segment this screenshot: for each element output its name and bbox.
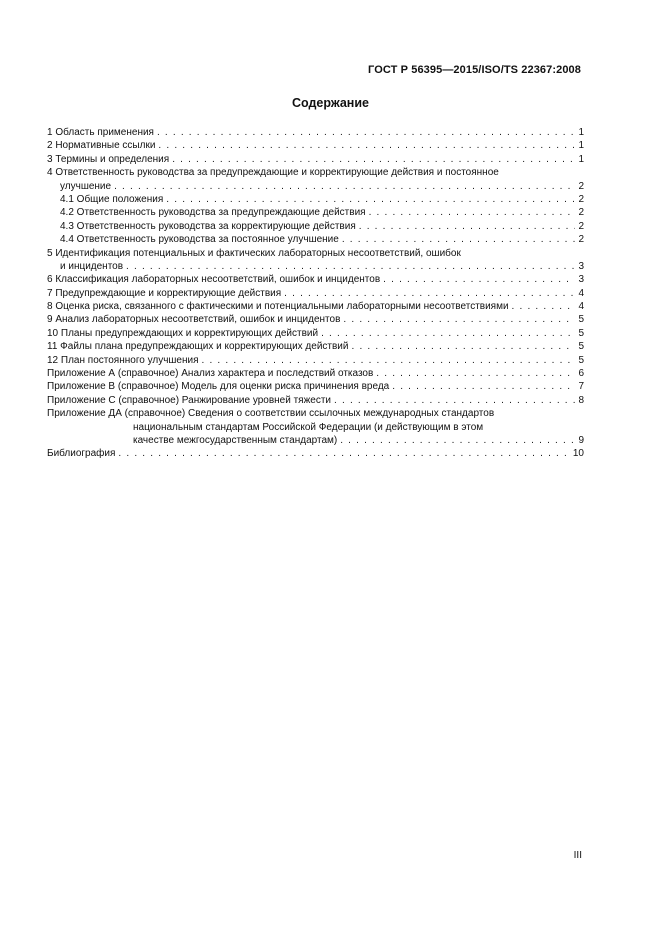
toc-entry-label: 12 План постоянного улучшения: [47, 354, 199, 366]
toc-entry-page: 1: [578, 140, 584, 152]
toc-entry-label: 3 Термины и определения: [47, 153, 170, 165]
toc-entry[interactable]: [47, 273, 584, 286]
toc-entry-continuation[interactable]: [47, 421, 584, 434]
toc-entry[interactable]: [47, 287, 584, 300]
toc-leader-dots: [202, 354, 576, 367]
toc-entry-continuation[interactable]: [47, 180, 584, 193]
toc-entry-page: 1: [578, 153, 584, 165]
toc-title: Содержание: [291, 96, 369, 110]
toc-entry-page: 2: [578, 220, 584, 232]
toc-leader-dots: [342, 233, 576, 246]
toc-entry-label: 11 Файлы плана предупреждающих и корректирующих действий: [47, 341, 349, 353]
toc-entry-page: 8: [578, 394, 584, 406]
toc-entry-page: 4: [578, 301, 584, 313]
toc-entry[interactable]: [47, 300, 584, 313]
toc-entry-label: Приложение С (справочное) Ранжирование уровней тяжести: [47, 394, 332, 406]
toc-entry-label: 2 Нормативные ссылки: [47, 140, 156, 152]
toc-entry-label: 5 Идентификация потенциальных и фактических лабораторных несоответствий, ошибок: [47, 247, 461, 259]
toc-leader-dots: [158, 139, 575, 152]
toc-entry-label: 7 Предупреждающие и корректирующие действия: [47, 287, 282, 299]
toc-leader-dots: [512, 300, 576, 313]
toc-entry-label: 4.2 Ответственность руководства за предупреждающие действия: [60, 207, 366, 219]
toc-entry-label: Приложение В (справочное) Модель для оценки риска причинения вреда: [47, 381, 390, 393]
toc-entry-label: 4.3 Ответственность руководства за корректирующие действия: [60, 220, 356, 232]
toc-entry-continuation[interactable]: [47, 260, 584, 273]
toc-appendix-entry[interactable]: [47, 407, 584, 420]
toc-entry-label: и инцидентов: [60, 260, 124, 272]
toc-leader-dots: [166, 193, 575, 206]
toc-leader-dots: [392, 380, 575, 393]
toc-subentry[interactable]: [47, 193, 584, 206]
toc-leader-dots: [334, 394, 575, 407]
toc-entry-page: 5: [578, 314, 584, 326]
toc-entry-label: 6 Классификация лабораторных несоответствий, ошибок и инцидентов: [47, 274, 381, 286]
toc-subentry[interactable]: [47, 206, 584, 219]
toc-leader-dots: [172, 153, 575, 166]
toc-entry[interactable]: [47, 166, 584, 179]
toc-leader-dots: [376, 367, 575, 380]
toc-leader-dots: [351, 340, 575, 353]
toc-subentry[interactable]: [47, 233, 584, 246]
toc-entry-page: 2: [578, 193, 584, 205]
table-of-contents: [47, 126, 584, 461]
toc-appendix-entry[interactable]: [47, 380, 584, 393]
page-number: III: [573, 850, 582, 861]
toc-entry-label: Приложение ДА (справочное) Сведения о соответствии ссылочных международных стандартов: [47, 408, 495, 420]
toc-leader-dots: [157, 126, 575, 139]
toc-entry-label: 9 Анализ лабораторных несоответствий, ошибок и инцидентов: [47, 314, 341, 326]
toc-entry-page: 1: [578, 127, 584, 138]
toc-leader-dots: [340, 434, 575, 447]
toc-entry-label: 4 Ответственность руководства за предупреждающие и корректирующие действия и постоянное: [47, 167, 499, 179]
toc-leader-dots: [284, 287, 575, 300]
toc-entry[interactable]: [47, 354, 584, 367]
toc-entry-label: 1 Область применения: [47, 127, 154, 138]
toc-entry-page: 2: [578, 180, 584, 192]
toc-entry-page: 4: [578, 287, 584, 299]
toc-leader-dots: [118, 447, 569, 460]
toc-entry-page: 10: [572, 448, 584, 460]
toc-entry-page: 2: [578, 207, 584, 219]
toc-entry[interactable]: [47, 126, 584, 139]
toc-entry-page: 2: [578, 234, 584, 246]
toc-entry-label: Приложение А (справочное) Анализ характера и последствий отказов: [47, 368, 374, 380]
toc-entry-label: 8 Оценка риска, связанного с фактическими и потенциальными лабораторными несоответствиями: [47, 301, 509, 313]
toc-entry-page: 3: [578, 260, 584, 272]
toc-entry[interactable]: [47, 153, 584, 166]
toc-leader-dots: [321, 327, 575, 340]
toc-entry-page: 5: [578, 327, 584, 339]
toc-entry-label: 4.1 Общие положения: [60, 193, 164, 205]
toc-entry-label: национальным стандартам Российской Федерации (и действующим в этом: [133, 421, 484, 433]
toc-entry-label: качестве межгосударственным стандартам): [133, 434, 338, 446]
toc-entry-page: 5: [578, 354, 584, 366]
toc-entry-page: 6: [578, 368, 584, 380]
toc-entry-page: 7: [578, 381, 584, 393]
toc-entry[interactable]: [47, 327, 584, 340]
toc-leader-dots: [343, 313, 575, 326]
toc-entry-label: 4.4 Ответственность руководства за постоянное улучшение: [60, 234, 339, 246]
toc-entry[interactable]: [47, 313, 584, 326]
toc-entry-page: 3: [578, 274, 584, 286]
toc-entry-label: улучшение: [60, 180, 112, 192]
toc-leader-dots: [126, 260, 575, 273]
document-code: ГОСТ Р 56395—2015/ISO/TS 22367:2008: [368, 64, 581, 76]
toc-entry[interactable]: [47, 247, 584, 260]
toc-entry-label: Библиография: [47, 448, 116, 460]
toc-appendix-entry[interactable]: [47, 394, 584, 407]
toc-entry-page: 9: [578, 434, 584, 446]
toc-leader-dots: [114, 180, 575, 193]
toc-entry-page: 5: [578, 341, 584, 353]
toc-leader-dots: [359, 220, 576, 233]
toc-appendix-entry[interactable]: [47, 367, 584, 380]
toc-entry-continuation[interactable]: [47, 434, 584, 447]
toc-leader-dots: [369, 206, 576, 219]
toc-entry[interactable]: [47, 139, 584, 152]
toc-entry-label: 10 Планы предупреждающих и корректирующих действий: [47, 327, 319, 339]
toc-bibliography-entry[interactable]: [47, 447, 584, 460]
toc-subentry[interactable]: [47, 220, 584, 233]
toc-entry[interactable]: [47, 340, 584, 353]
toc-leader-dots: [383, 273, 575, 286]
